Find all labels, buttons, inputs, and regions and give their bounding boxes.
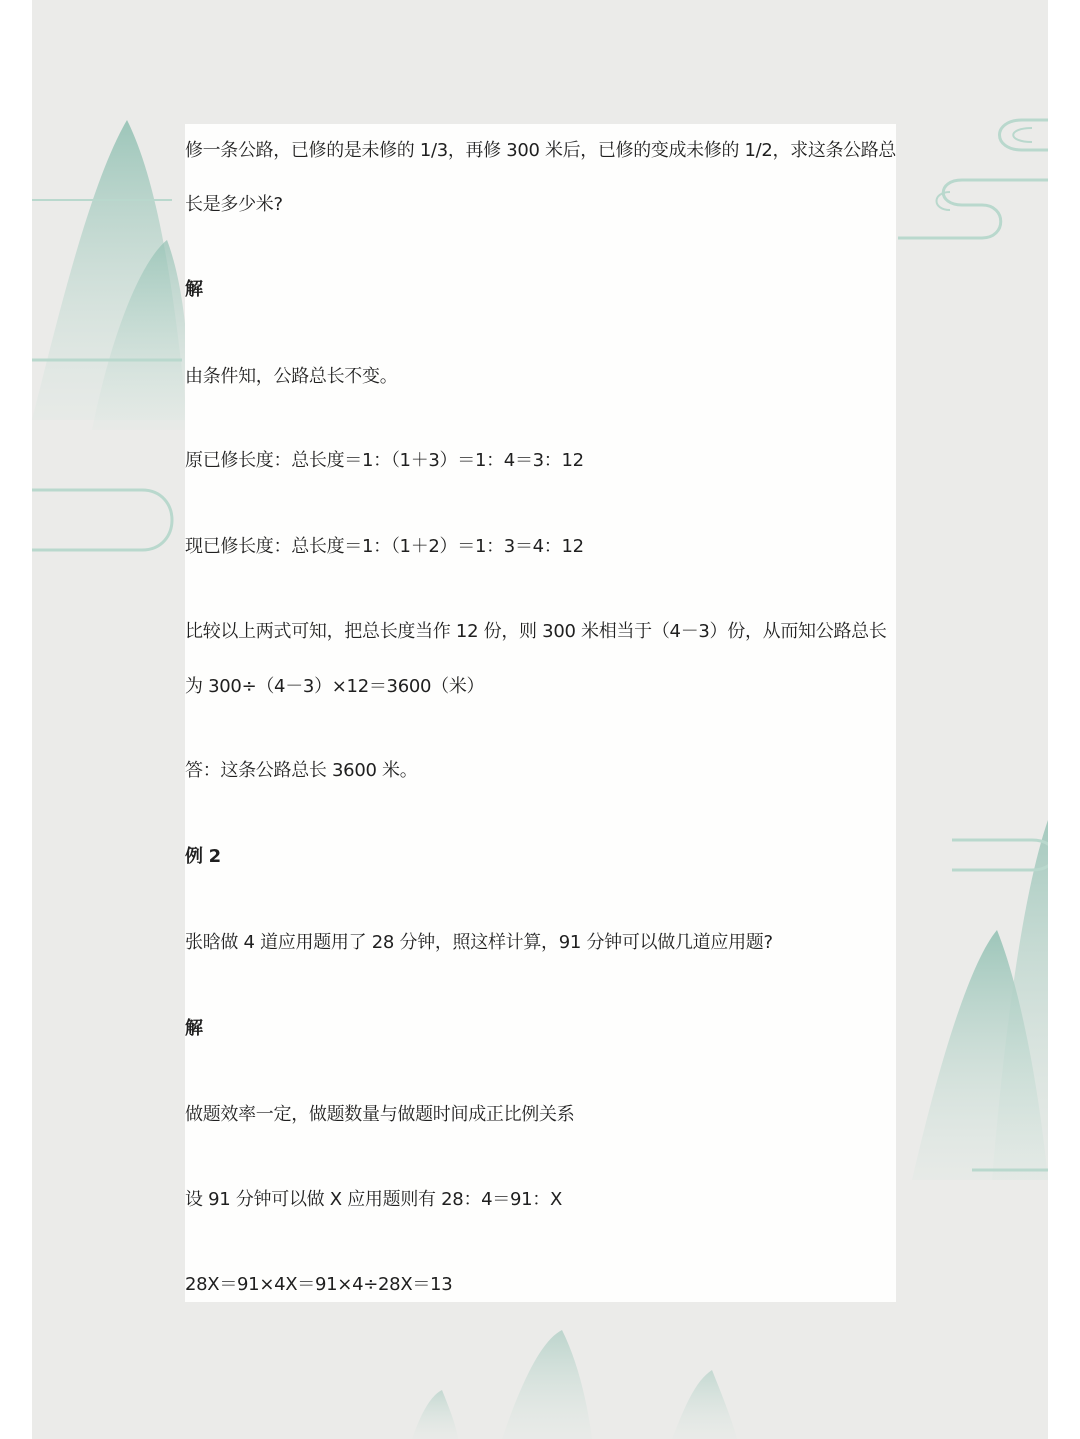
question-2: 张晗做 4 道应用题用了 28 分钟，照这样计算，91 分钟可以做几道应用题? xyxy=(185,932,773,953)
solution-1-paragraph-2: 原已修长度：总长度＝1：（1＋3）＝1：4＝3：12 xyxy=(185,450,584,471)
solution-1-paragraph-1: 由条件知，公路总长不变。 xyxy=(185,366,398,387)
solution-1-answer: 答：这条公路总长 3600 米。 xyxy=(185,760,418,781)
example-2-label: 例 2 xyxy=(185,846,221,867)
solution-2-paragraph-2: 设 91 分钟可以做 X 应用题则有 28：4＝91：X xyxy=(185,1189,563,1210)
solution-2-paragraph-1: 做题效率一定，做题数量与做题时间成正比例关系 xyxy=(185,1104,575,1125)
solution-1-paragraph-4-line-2: 为 300÷（4－3）×12＝3600（米） xyxy=(185,676,485,697)
solution-label-2: 解 xyxy=(185,1018,203,1039)
solution-2-paragraph-3: 28X＝91×4X＝91×4÷28X＝13 xyxy=(185,1274,453,1295)
question-1-line-1: 修一条公路，已修的是未修的 1/3，再修 300 米后，已修的变成未修的 1/2，求这条公路总 xyxy=(185,140,897,161)
solution-1-paragraph-4-line-1: 比较以上两式可知，把总长度当作 12 份，则 300 米相当于（4－3）份，从而知公路总长 xyxy=(185,621,887,642)
solution-1-paragraph-3: 现已修长度：总长度＝1：（1＋2）＝1：3＝4：12 xyxy=(185,536,584,557)
solution-label-1: 解 xyxy=(185,279,203,300)
question-1-line-2: 长是多少米? xyxy=(185,194,283,215)
